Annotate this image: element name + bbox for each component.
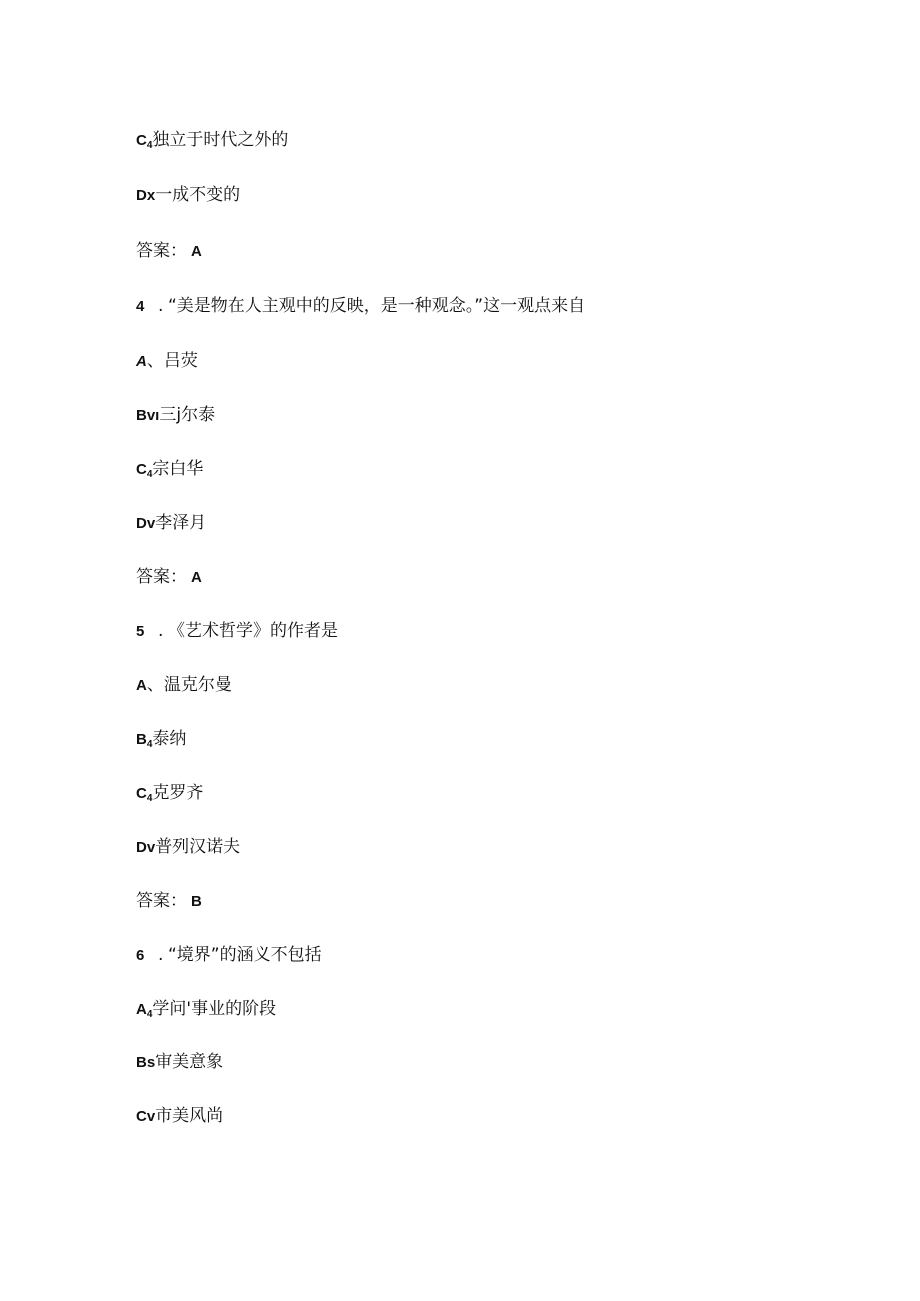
option-marker: $C_4$ [136,461,153,480]
option-text: 独立于时代之外的 [152,130,289,150]
question-dot: . [158,621,164,641]
option-text: 宗白华 [152,459,204,479]
option-c [136,782,203,810]
question-text: 《艺术哲学》的作者是 [168,621,338,641]
option-text: 一成不变的 [155,185,241,205]
option-d [136,836,240,859]
answer-line [136,240,202,263]
option-b [136,404,215,427]
option-marker: Dv [136,839,156,856]
option-b [136,1051,223,1074]
question-number: 5 [136,623,145,640]
option-text: 克罗齐 [152,783,204,803]
answer-label: 答案： [136,567,187,587]
option-a [136,350,198,373]
option-d [136,184,240,207]
option-text: 李泽月 [155,513,207,533]
option-c [136,458,203,486]
answer-value: A [191,243,202,260]
question-number: 6 [136,947,145,964]
option-marker: A [136,353,147,370]
answer-value: B [191,893,202,910]
answer-line [136,890,202,913]
option-d [136,512,206,535]
question-dot: . [158,296,164,316]
option-marker: Bs [136,1054,156,1071]
option-c [136,1105,223,1128]
option-b [136,728,186,756]
option-marker: Bvı [136,407,160,424]
answer-label: 答案： [136,241,187,261]
option-marker: $B_4$ [136,731,153,750]
answer-line [136,566,202,589]
option-text: 、吕荧 [146,351,198,371]
option-marker: Cv [136,1108,156,1125]
option-text: 普列汉诺夫 [155,837,241,857]
option-marker: $A_4$ [136,1001,153,1020]
option-marker: A [136,677,147,694]
option-marker: $C_4$ [136,132,153,151]
answer-value: A [191,569,202,586]
option-text: 、温克尔曼 [146,675,232,695]
question-number: 4 [136,298,145,315]
question-text: “美是物在人主观中的反映，是一种观念。”这一观点来自 [168,296,586,316]
option-a [136,998,276,1026]
option-c [136,129,288,157]
option-marker: Dv [136,515,156,532]
question-6 [136,944,322,967]
option-text: 学问'事业的阶段 [152,999,277,1019]
question-4 [136,295,585,318]
option-text: 审美意象 [155,1052,224,1072]
question-dot: . [158,945,164,965]
option-marker: $C_4$ [136,785,153,804]
option-text: 泰纳 [152,729,187,749]
option-text: 市美风尚 [155,1106,224,1126]
answer-label: 答案： [136,891,187,911]
option-text: 三j尔泰 [159,405,216,425]
option-marker: Dx [136,187,156,204]
question-5 [136,620,338,643]
option-a [136,674,232,697]
question-text: “境界”的涵义不包括 [168,945,322,965]
